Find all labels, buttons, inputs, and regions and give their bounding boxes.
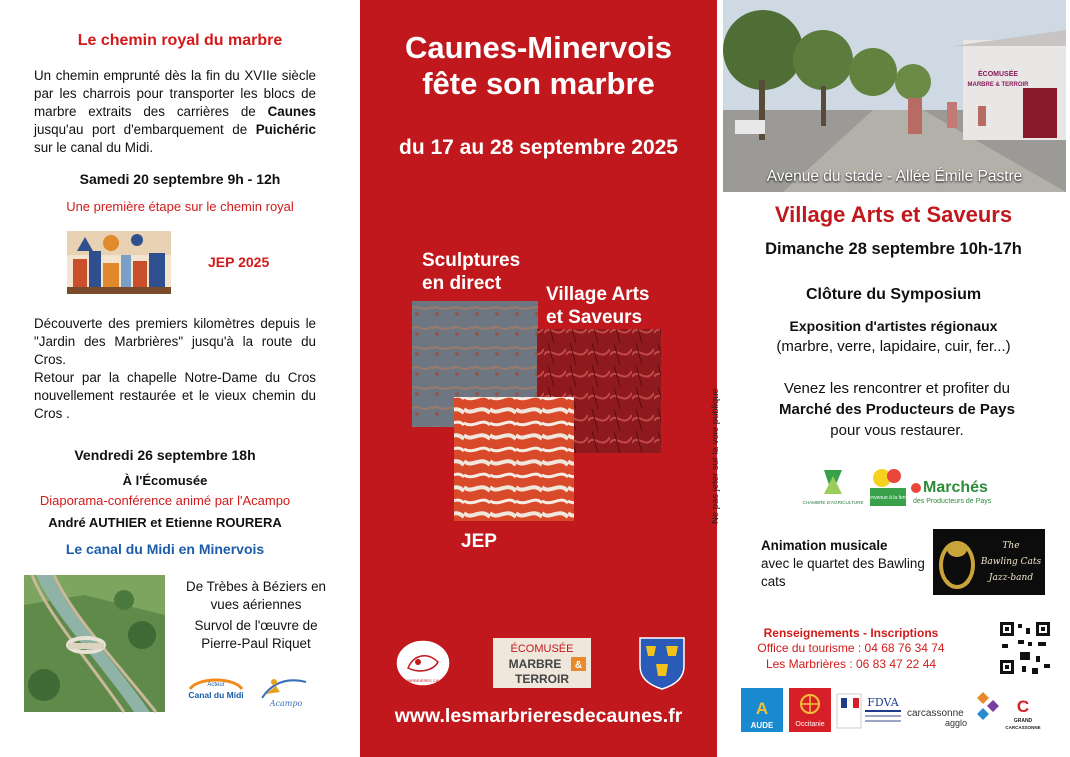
film-description-route: De Trèbes à Béziers en vues aériennes xyxy=(186,579,326,612)
coat-of-arms-icon xyxy=(638,636,686,690)
sculptures-line2: en direct xyxy=(422,273,502,294)
litter-notice-vertical xyxy=(702,374,726,526)
canal-logo-text: Canal du Midi xyxy=(188,690,244,700)
canal-aerial-photo xyxy=(24,575,165,712)
svg-text:A: A xyxy=(755,699,769,718)
ecomusee-logo-terroir: TERROIR xyxy=(515,672,569,686)
event-date-saturday: Samedi 20 septembre 9h - 12h xyxy=(79,171,281,187)
marbrieres-logo-text: LES MARBRIÈRES CAUNES xyxy=(396,678,450,683)
event-diaporama-label: Diaporama-conférence animé par l'Acampo xyxy=(39,493,291,508)
village-line2: et Saveurs xyxy=(546,307,643,328)
bienvenue-logo-text: bienvenue à la ferme xyxy=(864,495,912,501)
bawling-cats-band-image xyxy=(933,529,1045,595)
canal-logo-acteur-text: Acteur xyxy=(207,682,225,688)
intro-paragraph xyxy=(34,67,316,157)
expo-materials: (marbre, verre, lapidaire, cuir, fer...) xyxy=(776,338,1011,355)
intro-text-start: Un chemin emprunté dès la fin du XVIIe siècle par les charrois pour transporter les blocs de marbre extraits des carrières de xyxy=(34,68,316,119)
occitanie-logo-text: Occitanie xyxy=(795,721,825,728)
marble-collage-image xyxy=(412,299,662,529)
intro-puicheric: Puichéric xyxy=(255,122,316,137)
aude-logo-text: AUDE xyxy=(750,721,774,730)
main-title-line1: Caunes-Minervois xyxy=(404,30,672,65)
marches-producteurs-logo xyxy=(864,466,1000,510)
building-sign-line1: ÉCOMUSÉE xyxy=(977,71,1019,78)
music-animation-text: avec le quartet des Bawling cats xyxy=(761,556,925,589)
right-panel xyxy=(717,0,1070,757)
les-marbrieres-logo xyxy=(394,638,452,688)
film-description-riquet: Survol de l'œuvre de Pierre-Paul Riquet xyxy=(194,618,318,651)
carcassonne-agglo-logo-text: carcassonne xyxy=(907,708,964,719)
carcassonne-agglo-logo-subtext: agglo xyxy=(945,718,968,728)
venue-caption: Avenue du stade - Allée Émile Pastre xyxy=(766,168,1023,185)
village-line1: Village Arts xyxy=(546,284,650,305)
sculptures-label xyxy=(422,249,520,295)
grand-carcassonne-logo-text-2: CARCASSONNE xyxy=(1005,725,1041,730)
ecomusee-logo xyxy=(493,638,591,688)
acampo-logo-text: Acampo xyxy=(269,699,303,708)
intro-text-mid: jusqu'au port d'embarquement de xyxy=(34,122,248,137)
music-animation xyxy=(761,537,931,591)
market-invitation-line3: pour vous restaurer. xyxy=(830,422,964,439)
qr-code-image[interactable] xyxy=(998,620,1052,676)
event-venue-ecomusee: À l'Écomusée xyxy=(122,473,208,488)
chambre-logo-text: CHAMBRE D'AGRICULTURE xyxy=(802,500,864,505)
building-sign-line2: MARBRE & TERROIR xyxy=(967,82,1029,88)
jep-2025-label: JEP 2025 xyxy=(208,254,270,270)
sunday-date: Dimanche 28 septembre 10h-17h xyxy=(765,240,1022,258)
event-speakers: André AUTHIER et Etienne ROURERA xyxy=(48,515,282,530)
svg-text:&: & xyxy=(574,660,583,671)
market-invitation xyxy=(737,378,1057,441)
marbrieres-phone: Les Marbrières : 06 83 47 22 44 xyxy=(765,657,937,671)
event-date-friday: Vendredi 26 septembre 18h xyxy=(74,447,256,463)
market-invitation-line1: Venez les rencontrer et profiter du xyxy=(784,380,1010,397)
hike-description-outbound: Découverte des premiers kilomètres depuis le "Jardin des Marbrières" jusqu'à la route du Cros. xyxy=(34,316,316,367)
tourism-office-phone: Office du tourisme : 04 68 76 34 74 xyxy=(757,641,945,655)
middle-panel xyxy=(360,0,717,757)
intro-caunes: Caunes xyxy=(267,104,316,119)
music-animation-title: Animation musicale xyxy=(761,538,888,553)
website-link[interactable]: www.lesmarbrieresdecaunes.fr xyxy=(394,705,683,727)
fdva-logo-text: FDVA xyxy=(867,696,899,709)
village-title: Village Arts et Saveurs xyxy=(774,202,1013,227)
section-title-chemin-royal: Le chemin royal du marbre xyxy=(77,32,283,49)
jazz-image-text-line3: Jazz-band xyxy=(988,573,1034,583)
sculptures-line1: Sculptures xyxy=(422,250,521,271)
main-title-line2: fête son marbre xyxy=(422,66,655,101)
venue-street-photo xyxy=(723,0,1066,192)
hike-description-return: Retour par la chapelle Notre-Dame du Cros nouvellement restaurée et le vieux chemin du Cros . xyxy=(34,370,316,421)
expo-title: Exposition d'artistes régionaux xyxy=(789,318,998,334)
jazz-image-text-line1: The xyxy=(1002,541,1020,551)
ecomusee-logo-marbre: MARBRE xyxy=(508,657,562,671)
litter-notice-text: Ne pas jeter sur la voie publique xyxy=(710,388,721,524)
festival-dates: du 17 au 28 septembre 2025 xyxy=(399,136,678,159)
chambre-agriculture-logo xyxy=(802,466,864,518)
closing-symposium: Clôture du Symposium xyxy=(805,286,982,303)
intro-text-end: sur le canal du Midi. xyxy=(34,140,154,155)
market-invitation-name: Marché des Producteurs de Pays xyxy=(779,401,1015,418)
event-subtitle-first-stage: Une première étape sur le chemin royal xyxy=(66,199,294,214)
info-contacts-title: Renseignements - Inscriptions xyxy=(763,626,939,640)
jazz-image-text-line2: Bawling Cats xyxy=(980,557,1042,567)
canal-du-midi-logo xyxy=(186,675,246,705)
jep-label: JEP xyxy=(461,531,497,552)
grand-carcassonne-logo-text-1: GRAND xyxy=(1013,718,1033,724)
left-panel xyxy=(0,0,360,757)
partner-logos-strip xyxy=(741,688,1047,734)
main-title xyxy=(360,30,717,102)
ecomusee-logo-title: ÉCOMUSÉE xyxy=(510,643,574,655)
marches-logo-title: Marchés xyxy=(923,479,988,496)
marches-logo-subtitle: des Producteurs de Pays xyxy=(913,498,992,505)
acampo-logo xyxy=(256,672,312,710)
svg-text:C: C xyxy=(1016,697,1030,716)
event-title-canal-du-midi: Le canal du Midi en Minervois xyxy=(65,541,265,557)
hike-description xyxy=(34,315,316,423)
jep-illustration-image xyxy=(67,231,171,294)
